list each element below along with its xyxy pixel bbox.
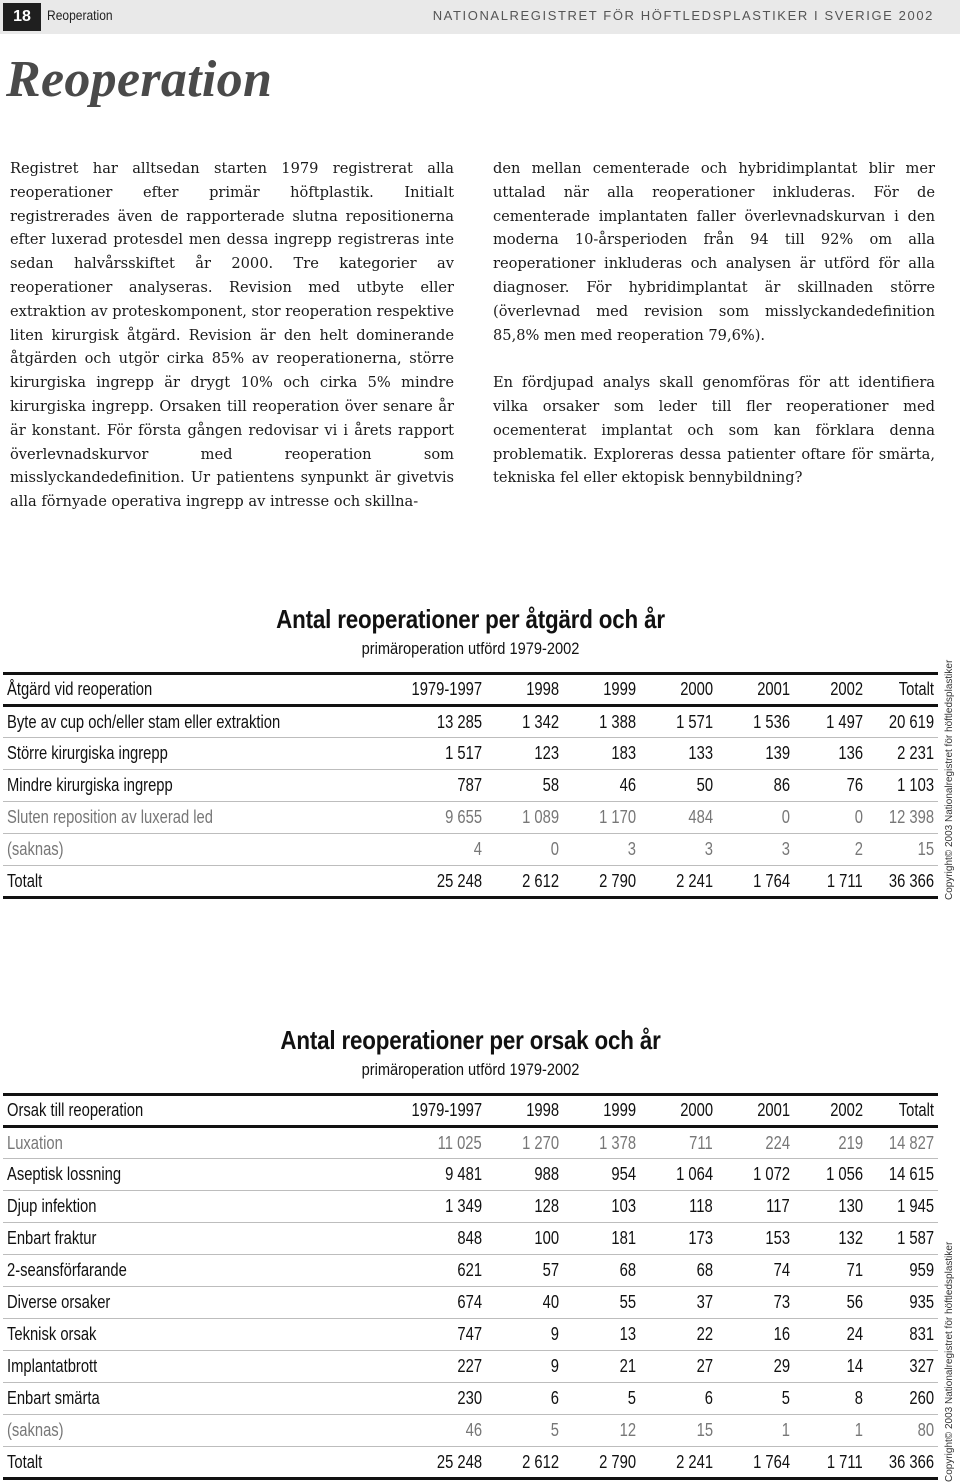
table-row (3, 1287, 938, 1319)
table-cell: 1 103 (867, 770, 938, 802)
table-cell: 484 (640, 802, 717, 834)
table-cell: 27 (640, 1351, 717, 1383)
table-cell: 1 089 (486, 802, 563, 834)
table-cell: 5 (717, 1383, 794, 1415)
table-cell: 8 (794, 1383, 867, 1415)
table-cell: 1 764 (717, 1447, 794, 1479)
row-label: Luxation (3, 1127, 376, 1159)
table-cell: 0 (794, 802, 867, 834)
table-cell: 1 170 (563, 802, 640, 834)
table-cell: 50 (640, 770, 717, 802)
table-cell: 9 (486, 1351, 563, 1383)
table-cell: 1 711 (794, 866, 867, 898)
table-cell: 57 (486, 1255, 563, 1287)
table-cell: 1 388 (563, 706, 640, 738)
table-reoperations-by-procedure (3, 604, 938, 899)
table-cell: 183 (563, 738, 640, 770)
table-cell: 674 (376, 1287, 486, 1319)
table-cell: 1 378 (563, 1127, 640, 1159)
table-row (3, 1319, 938, 1351)
table-cell: 9 (486, 1319, 563, 1351)
table-cell: 123 (486, 738, 563, 770)
table-cell: 58 (486, 770, 563, 802)
table-cell: 1 056 (794, 1159, 867, 1191)
table-cell: 3 (563, 834, 640, 866)
body-column-left (10, 157, 454, 514)
row-label: Totalt (3, 1447, 376, 1479)
column-header: 1979-1997 (376, 674, 486, 706)
table-row (3, 1351, 938, 1383)
table-cell: 37 (640, 1287, 717, 1319)
table-cell: 2 231 (867, 738, 938, 770)
row-label: 2-seansförfarande (3, 1255, 376, 1287)
table-cell: 117 (717, 1191, 794, 1223)
table-cell: 2 (794, 834, 867, 866)
table-cell: 25 248 (376, 866, 486, 898)
table-cell: 1 571 (640, 706, 717, 738)
table-cell: 74 (717, 1255, 794, 1287)
body-paragraph: En fördjupad analys skall genomföras för att identifiera vilka orsaker som leder till fler reoperationer med ocementerat implantat och som kan förklara denna problematik. Exploreras dessa patienter oftare för smärta, tekniska fel eller ektopisk bennybildning? (493, 374, 935, 487)
table-cell: 20 619 (867, 706, 938, 738)
column-header: Åtgärd vid reoperation (3, 674, 376, 706)
table-row (3, 834, 938, 866)
column-header: 1999 (563, 674, 640, 706)
table-cell: 1 764 (717, 866, 794, 898)
table-cell: 327 (867, 1351, 938, 1383)
row-label: Totalt (3, 866, 376, 898)
column-header: 1998 (486, 1095, 563, 1127)
table-cell: 36 366 (867, 1447, 938, 1479)
row-label: Större kirurgiska ingrepp (3, 738, 376, 770)
row-label: Byte av cup och/eller stam eller extraktion (3, 706, 376, 738)
row-label: Teknisk orsak (3, 1319, 376, 1351)
table-total-row (3, 866, 938, 898)
table-cell: 136 (794, 738, 867, 770)
table-cell: 173 (640, 1223, 717, 1255)
table-cell: 12 (563, 1415, 640, 1447)
table-cell: 3 (640, 834, 717, 866)
column-header: 2001 (717, 1095, 794, 1127)
table-cell: 2 790 (563, 866, 640, 898)
table-cell: 1 587 (867, 1223, 938, 1255)
table-cell: 21 (563, 1351, 640, 1383)
table-cell: 1 (717, 1415, 794, 1447)
column-header: Totalt (867, 674, 938, 706)
table-cell: 9 655 (376, 802, 486, 834)
table-cell: 954 (563, 1159, 640, 1191)
table-cell: 16 (717, 1319, 794, 1351)
table-cell: 2 241 (640, 866, 717, 898)
row-label: (saknas) (3, 1415, 376, 1447)
data-table (3, 1093, 938, 1480)
column-header: Orsak till reoperation (3, 1095, 376, 1127)
table-cell: 80 (867, 1415, 938, 1447)
table-cell: 25 248 (376, 1447, 486, 1479)
table-row (3, 1415, 938, 1447)
table-cell: 1 072 (717, 1159, 794, 1191)
table-cell: 86 (717, 770, 794, 802)
copyright-notice: Copyright© 2003 Nationalregistret för höftledsplastiker (944, 659, 955, 900)
table-cell: 103 (563, 1191, 640, 1223)
column-header: 2001 (717, 674, 794, 706)
table-cell: 15 (640, 1415, 717, 1447)
table-row (3, 770, 938, 802)
table-cell: 181 (563, 1223, 640, 1255)
column-header: 2000 (640, 674, 717, 706)
row-label: Aseptisk lossning (3, 1159, 376, 1191)
table-cell: 132 (794, 1223, 867, 1255)
table-header-row (3, 1095, 938, 1127)
table-cell: 11 025 (376, 1127, 486, 1159)
table-cell: 224 (717, 1127, 794, 1159)
table-cell: 15 (867, 834, 938, 866)
table-cell: 13 285 (376, 706, 486, 738)
table-title: Antal reoperationer per orsak och år (280, 1025, 661, 1055)
table-row (3, 1159, 938, 1191)
table-cell: 5 (486, 1415, 563, 1447)
table-cell: 22 (640, 1319, 717, 1351)
table-cell: 959 (867, 1255, 938, 1287)
table-cell: 14 (794, 1351, 867, 1383)
table-cell: 848 (376, 1223, 486, 1255)
table-cell: 4 (376, 834, 486, 866)
table-cell: 935 (867, 1287, 938, 1319)
table-cell: 6 (640, 1383, 717, 1415)
table-cell: 988 (486, 1159, 563, 1191)
table-cell: 36 366 (867, 866, 938, 898)
page-header (0, 0, 960, 34)
table-cell: 128 (486, 1191, 563, 1223)
row-label: Enbart smärta (3, 1383, 376, 1415)
table-row (3, 1127, 938, 1159)
table-row (3, 1255, 938, 1287)
table-cell: 711 (640, 1127, 717, 1159)
body-paragraph: Registret har alltsedan starten 1979 registrerat alla reoperationer efter primär höftplastik. Initialt registrerades även de rapporterade slutna repositionerna efter luxerad protesdel men dessa ingrepp registreras inte sedan halvårsskiftet år 2000. Tre kategorier av reoperationer analyseras. Revision med utbyte eller extraktion av proteskomponent, stor reoperation respektive liten kirurgisk åtgärd. Revision är den helt dominerande åtgärden och utgör cirka 85% av reoperationerna, större kirurgiska ingrepp är drygt 10% och cirka 5% mindre kirurgiska ingrepp. Orsaken till reoperation över senare år är konstant. För första gången redovisar vi i årets rapport överlevnadskurvor med reoperation som misslyckandedefinition. Ur patientens synpunkt är givetvis alla förnyade operativa ingrepp av intresse och skillna- (10, 160, 454, 511)
table-cell: 14 615 (867, 1159, 938, 1191)
row-label: Diverse orsaker (3, 1287, 376, 1319)
table-reoperations-by-cause (3, 1025, 938, 1480)
table-subtitle: primäroperation utförd 1979-2002 (361, 1060, 580, 1079)
row-label: Implantatbrott (3, 1351, 376, 1383)
table-cell: 5 (563, 1383, 640, 1415)
table-cell: 68 (563, 1255, 640, 1287)
table-cell: 2 612 (486, 1447, 563, 1479)
table-cell: 0 (486, 834, 563, 866)
table-cell: 1 270 (486, 1127, 563, 1159)
table-total-row (3, 1447, 938, 1479)
row-label: Sluten reposition av luxerad led (3, 802, 376, 834)
column-header: 2002 (794, 674, 867, 706)
table-cell: 130 (794, 1191, 867, 1223)
table-row (3, 802, 938, 834)
data-table (3, 672, 938, 899)
copyright-notice: Copyright© 2003 Nationalregistret för höftledsplastiker (944, 1241, 955, 1482)
table-cell: 1 711 (794, 1447, 867, 1479)
table-cell: 621 (376, 1255, 486, 1287)
table-cell: 2 612 (486, 866, 563, 898)
table-cell: 260 (867, 1383, 938, 1415)
row-label: (saknas) (3, 834, 376, 866)
table-cell: 29 (717, 1351, 794, 1383)
table-cell: 227 (376, 1351, 486, 1383)
table-cell: 1 342 (486, 706, 563, 738)
column-header: 2002 (794, 1095, 867, 1127)
table-cell: 2 790 (563, 1447, 640, 1479)
table-cell: 153 (717, 1223, 794, 1255)
header-publication-title: NATIONALREGISTRET FÖR HÖFTLEDSPLASTIKER I SVERIGE 2002 (432, 8, 934, 23)
table-cell: 76 (794, 770, 867, 802)
row-label: Mindre kirurgiska ingrepp (3, 770, 376, 802)
table-cell: 55 (563, 1287, 640, 1319)
table-cell: 1 349 (376, 1191, 486, 1223)
table-cell: 14 827 (867, 1127, 938, 1159)
column-header: 2000 (640, 1095, 717, 1127)
table-header-row (3, 674, 938, 706)
table-row (3, 1191, 938, 1223)
table-cell: 73 (717, 1287, 794, 1319)
table-cell: 40 (486, 1287, 563, 1319)
column-header: 1998 (486, 674, 563, 706)
column-header: Totalt (867, 1095, 938, 1127)
table-cell: 1 064 (640, 1159, 717, 1191)
table-cell: 71 (794, 1255, 867, 1287)
table-cell: 6 (486, 1383, 563, 1415)
table-cell: 56 (794, 1287, 867, 1319)
table-cell: 1 945 (867, 1191, 938, 1223)
table-cell: 747 (376, 1319, 486, 1351)
table-cell: 1 536 (717, 706, 794, 738)
table-cell: 68 (640, 1255, 717, 1287)
table-title: Antal reoperationer per åtgärd och år (276, 604, 665, 634)
table-cell: 118 (640, 1191, 717, 1223)
table-cell: 2 241 (640, 1447, 717, 1479)
table-cell: 24 (794, 1319, 867, 1351)
table-row (3, 1383, 938, 1415)
table-cell: 230 (376, 1383, 486, 1415)
body-column-right (493, 157, 935, 490)
table-cell: 3 (717, 834, 794, 866)
header-section-name: Reoperation (47, 7, 113, 23)
page-title: Reoperation (6, 51, 273, 108)
table-cell: 219 (794, 1127, 867, 1159)
table-cell: 0 (717, 802, 794, 834)
table-cell: 1 517 (376, 738, 486, 770)
table-cell: 1 (794, 1415, 867, 1447)
table-cell: 12 398 (867, 802, 938, 834)
row-label: Enbart fraktur (3, 1223, 376, 1255)
table-cell: 139 (717, 738, 794, 770)
table-cell: 831 (867, 1319, 938, 1351)
page-number: 18 (3, 3, 41, 31)
table-cell: 13 (563, 1319, 640, 1351)
row-label: Djup infektion (3, 1191, 376, 1223)
table-cell: 100 (486, 1223, 563, 1255)
table-cell: 133 (640, 738, 717, 770)
table-cell: 9 481 (376, 1159, 486, 1191)
body-paragraph: den mellan cementerade och hybridimplantat blir mer uttalad när alla reoperationer inkluderas. För de cementerade implantaten faller överlevnadskurvan i den moderna 10-årsperioden från 94 till 92% om alla reoperationer inkluderas och analysen är utförd för alla diagnoser. För hybridimplantat är skillnaden större (överlevnad med revision som misslyckandedefinition 85,8% men med reoperation 79,6%). (493, 160, 935, 344)
table-cell: 46 (376, 1415, 486, 1447)
table-cell: 46 (563, 770, 640, 802)
table-cell: 787 (376, 770, 486, 802)
table-row (3, 706, 938, 738)
column-header: 1979-1997 (376, 1095, 486, 1127)
table-cell: 1 497 (794, 706, 867, 738)
column-header: 1999 (563, 1095, 640, 1127)
table-row (3, 1223, 938, 1255)
table-subtitle: primäroperation utförd 1979-2002 (361, 639, 580, 658)
table-row (3, 738, 938, 770)
